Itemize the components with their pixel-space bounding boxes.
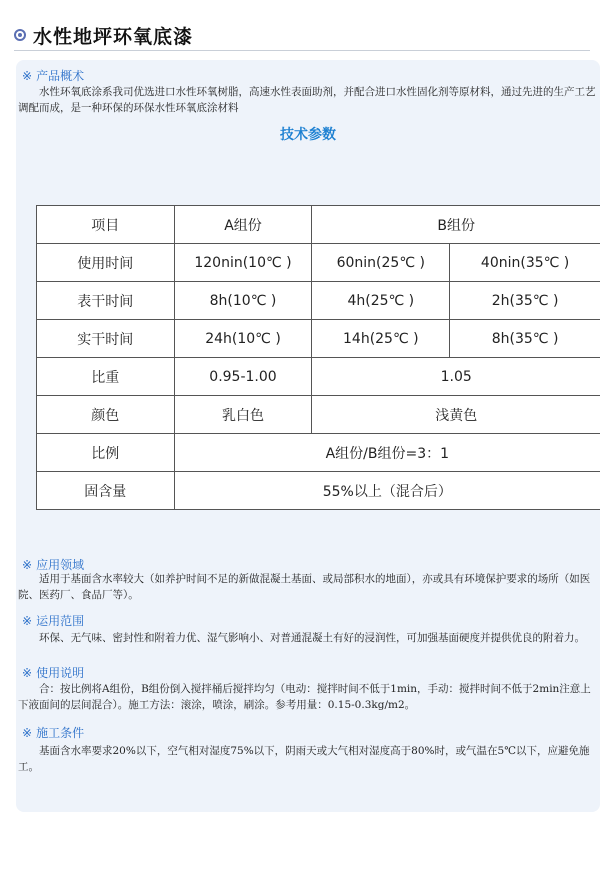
- header-a: A组份: [174, 206, 312, 244]
- table-header-row: [37, 206, 600, 244]
- page-title: 水性地坪环氧底漆: [33, 25, 194, 48]
- table-row: [37, 396, 600, 434]
- table-row: [37, 320, 600, 358]
- reference-mark-icon: ※: [22, 666, 33, 680]
- circle-bullet-icon: [14, 29, 26, 41]
- row-label: 表干时间: [37, 282, 175, 320]
- cell-value: 55%以上（混合后）: [174, 472, 600, 510]
- conditions-text: 基面含水率要求20%以下，空气相对湿度75%以下，阴雨天或大气相对湿度高于80%时，或气温在5℃以下，应避免施工。: [18, 745, 590, 773]
- cell-b1: 14h(25℃ ): [312, 320, 450, 358]
- table-row: [37, 472, 600, 510]
- cell-a: 0.95-1.00: [174, 358, 312, 396]
- row-label: 使用时间: [37, 244, 175, 282]
- table-row: [37, 358, 600, 396]
- row-label: 比重: [37, 358, 175, 396]
- row-label: 实干时间: [37, 320, 175, 358]
- table-row: [37, 244, 600, 282]
- usage-heading: [22, 664, 84, 681]
- reference-mark-icon: ※: [22, 614, 33, 628]
- usage-heading-text: 使用说明: [36, 666, 85, 680]
- scope-heading-text: 运用范围: [36, 614, 85, 628]
- cell-b1: 60nin(25℃ ): [312, 244, 450, 282]
- spec-table-title: 技术参数: [280, 127, 336, 143]
- reference-mark-icon: ※: [22, 558, 33, 572]
- reference-mark-icon: ※: [22, 726, 33, 740]
- cell-a: 8h(10℃ ): [174, 282, 312, 320]
- conditions-heading-text: 施工条件: [36, 726, 85, 740]
- cell-a: 120nin(10℃ ): [174, 244, 312, 282]
- scope-heading: [22, 612, 84, 629]
- row-label: 颜色: [37, 396, 175, 434]
- reference-mark-icon: ※: [22, 69, 33, 83]
- cell-b: 1.05: [312, 358, 600, 396]
- row-label: 固含量: [37, 472, 175, 510]
- table-row: [37, 282, 600, 320]
- overview-heading: [22, 67, 84, 84]
- table-row: [37, 434, 600, 472]
- overview-text: 水性环氧底涂系我司优选进口水性环氧树脂，高速水性表面助剂，并配合进口水性固化剂等原材料，通过先进的生产工艺调配而成，是一种环保的环保水性环氧底涂材料: [18, 86, 596, 114]
- cell-b1: 4h(25℃ ): [312, 282, 450, 320]
- cell-b2: 40nin(35℃ ): [450, 244, 600, 282]
- cell-b: 浅黄色: [312, 396, 600, 434]
- cell-value: A组份/B组份=3：1: [174, 434, 600, 472]
- application-heading-text: 应用领域: [36, 558, 85, 572]
- row-label: 比例: [37, 434, 175, 472]
- content-panel: [16, 60, 600, 812]
- cell-b2: 2h(35℃ ): [450, 282, 600, 320]
- application-text: 适用于基面含水率较大（如养护时间不足的新做混凝土基面、或局部积水的地面），亦或具有环境保护要求的场所（如医院、医药厂、食品厂等）。: [18, 573, 591, 601]
- cell-a: 乳白色: [174, 396, 312, 434]
- header-b: B组份: [312, 206, 600, 244]
- overview-heading-text: 产品概术: [36, 69, 85, 83]
- conditions-heading: [22, 724, 84, 741]
- cell-b2: 8h(35℃ ): [450, 320, 600, 358]
- spec-table: [36, 205, 600, 510]
- page-header: [14, 20, 590, 51]
- scope-text: 环保、无气味、密封性和附着力优、湿气影响小、对普通混凝土有好的浸润性，可加强基面硬度并提供优良的附着力。: [39, 632, 585, 644]
- cell-a: 24h(10℃ ): [174, 320, 312, 358]
- usage-text: 合：按比例将A组份，B组份倒入搅拌桶后搅拌均匀（电动：搅拌时间不低于1min，手动：搅拌时间不低于2min注意上下液面间的层间混合）。施工方法：滚涂，喷涂，刷涂。参考用量：0.15-0.3kg/m2。: [18, 683, 591, 711]
- header-item: 项目: [37, 206, 175, 244]
